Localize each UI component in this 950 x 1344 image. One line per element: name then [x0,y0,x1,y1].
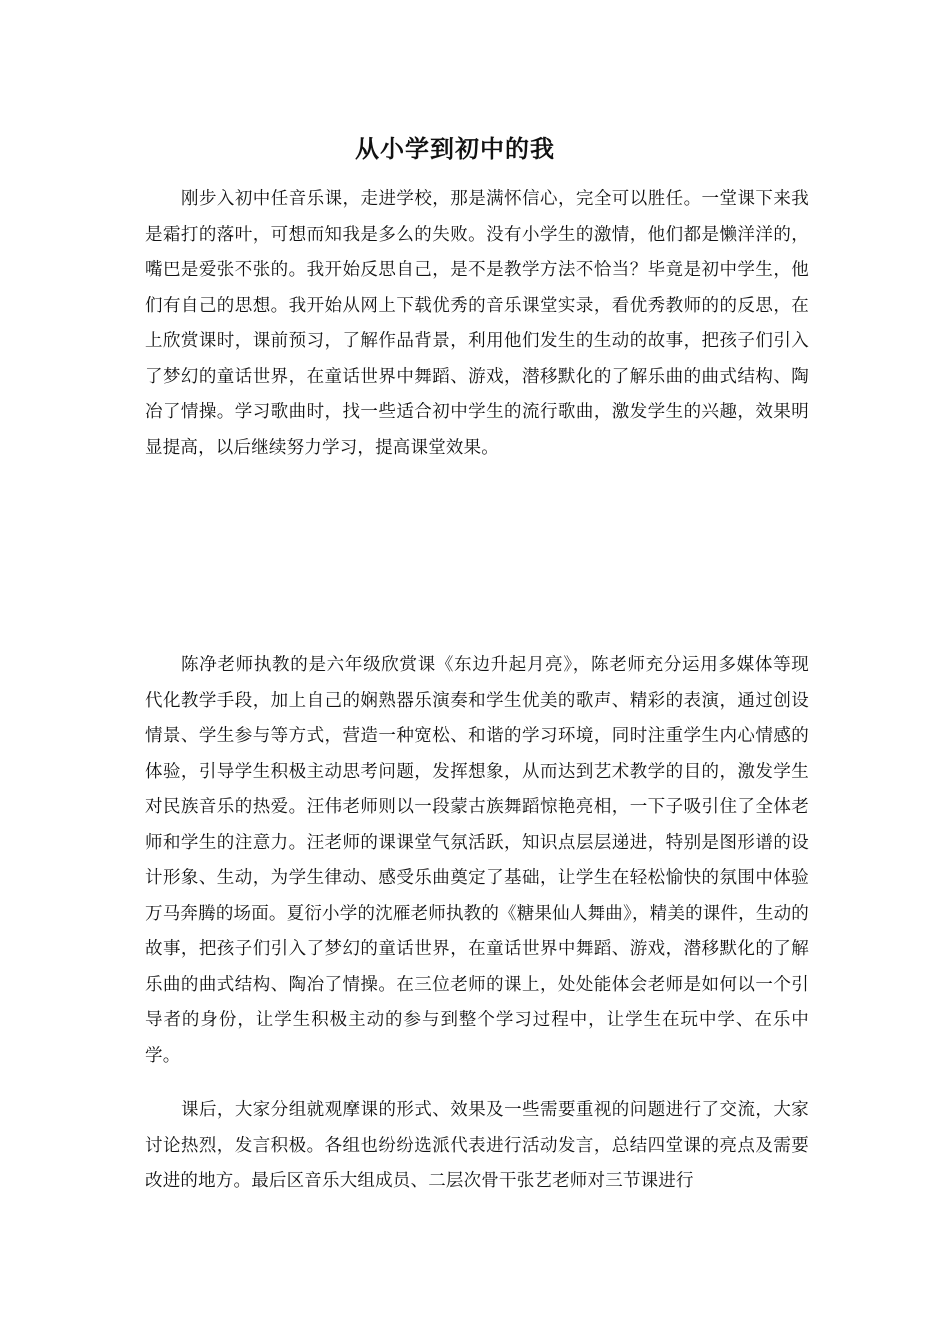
document-title: 从小学到初中的我 [355,134,555,163]
paragraph-reflection: 刚步入初中任音乐课，走进学校，那是满怀信心，完全可以胜任。一堂课下来我是霜打的落叶，可想而知我是多么的失败。没有小学生的激情，他们都是懒洋洋的，嘴巴是爱张不张的。我开始反思自己，是不是教学方法不恰当？毕竟是初中学生，他们有自己的思想。我开始从网上下载优秀的音乐课堂实录，看优秀教师的的反思，在上欣赏课时，课前预习，了解作品背景，利用他们发生的生动的故事，把孩子们引入了梦幻的童话世界，在童话世界中舞蹈、游戏，潜移默化的了解乐曲的曲式结构、陶冶了情操。学习歌曲时，找一些适合初中学生的流行歌曲，激发学生的兴趣，效果明显提高，以后继续努力学习，提高课堂效果。 [145,189,809,458]
paragraph-discussion: 课后，大家分组就观摩课的形式、效果及一些需要重视的问题进行了交流，大家讨论热烈，发言积极。各组也纷纷选派代表进行活动发言，总结四堂课的亮点及需要改进的地方。最后区音乐大组成员、二层次骨干张艺老师对三节课进行 [145,1100,809,1191]
paragraph-lesson-observation: 陈净老师执教的是六年级欣赏课《东边升起月亮》，陈老师充分运用多媒体等现代化教学手段，加上自己的娴熟器乐演奏和学生优美的歌声、精彩的表演，通过创设情景、学生参与等方式，营造一种宽松、和谐的学习环境，同时注重学生内心情感的体验，引导学生积极主动思考问题，发挥想象，从而达到艺术教学的目的，激发学生对民族音乐的热爱。汪伟老师则以一段蒙古族舞蹈惊艳亮相，一下子吸引住了全体老师和学生的注意力。汪老师的课课堂气氛活跃，知识点层层递进，特别是图形谱的设计形象、生动，为学生律动、感受乐曲奠定了基础，让学生在轻松愉快的氛围中体验万马奔腾的场面。夏衍小学的沈雁老师执教的《糖果仙人舞曲》，精美的课件，生动的故事，把孩子们引入了梦幻的童话世界，在童话世界中舞蹈、游戏，潜移默化的了解乐曲的曲式结构、陶冶了情操。在三位老师的课上，处处能体会老师是如何以一个引导者的身份，让学生积极主动的参与到整个学习过程中，让学生在玩中学、在乐中学。 [145,655,809,1066]
